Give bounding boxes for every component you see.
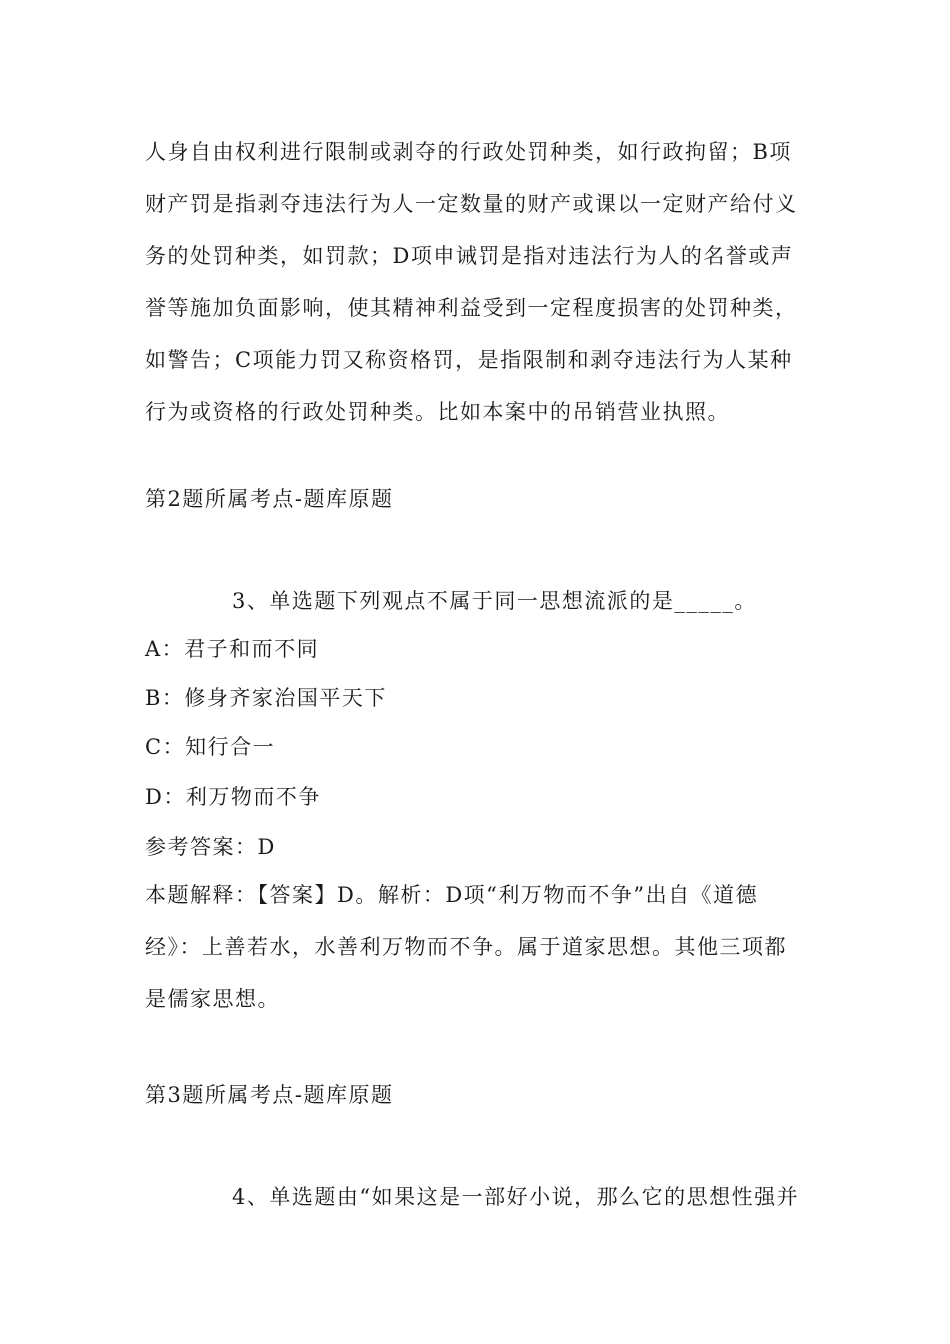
q3-option-c: C：知行合一	[145, 735, 276, 759]
q2-source-label: 第2题所属考点-题库原题	[145, 487, 394, 511]
q4-stem: 4、单选题由“如果这是一部好小说，那么它的思想性强并	[232, 1185, 800, 1209]
text-line: 行为或资格的行政处罚种类。比如本案中的吊销营业执照。	[145, 400, 730, 424]
text-line: 务的处罚种类，如罚款；D项申诫罚是指对违法行为人的名誉或声	[145, 244, 794, 268]
text-line: 人身自由权利进行限制或剥夺的行政处罚种类，如行政拘留；B项	[145, 140, 792, 164]
q3-answer: 参考答案：D	[145, 835, 276, 859]
q3-option-a: A：君子和而不同	[145, 637, 320, 661]
explanation-paragraph-q2	[145, 126, 825, 438]
q3-option-b: B：修身齐家治国平天下	[145, 686, 387, 710]
text-line: 如警告；C项能力罚又称资格罚，是指限制和剥夺违法行为人某种	[145, 348, 793, 372]
text-line: 经》：上善若水，水善利万物而不争。属于道家思想。其他三项都	[145, 935, 787, 959]
q3-option-d: D：利万物而不争	[145, 785, 321, 809]
text-line: 本题解释：【答案】D。解析：D项“利万物而不争”出自《道德	[145, 883, 759, 907]
q3-stem: 3、单选题下列观点不属于同一思想流派的是_____。	[232, 589, 757, 613]
q3-source-label: 第3题所属考点-题库原题	[145, 1083, 394, 1107]
text-line: 财产罚是指剥夺违法行为人一定数量的财产或课以一定财产给付义	[145, 192, 798, 216]
text-line: 誉等施加负面影响，使其精神利益受到一定程度损害的处罚种类，	[145, 296, 798, 320]
text-line: 是儒家思想。	[145, 987, 280, 1011]
q3-explanation	[145, 869, 825, 1025]
